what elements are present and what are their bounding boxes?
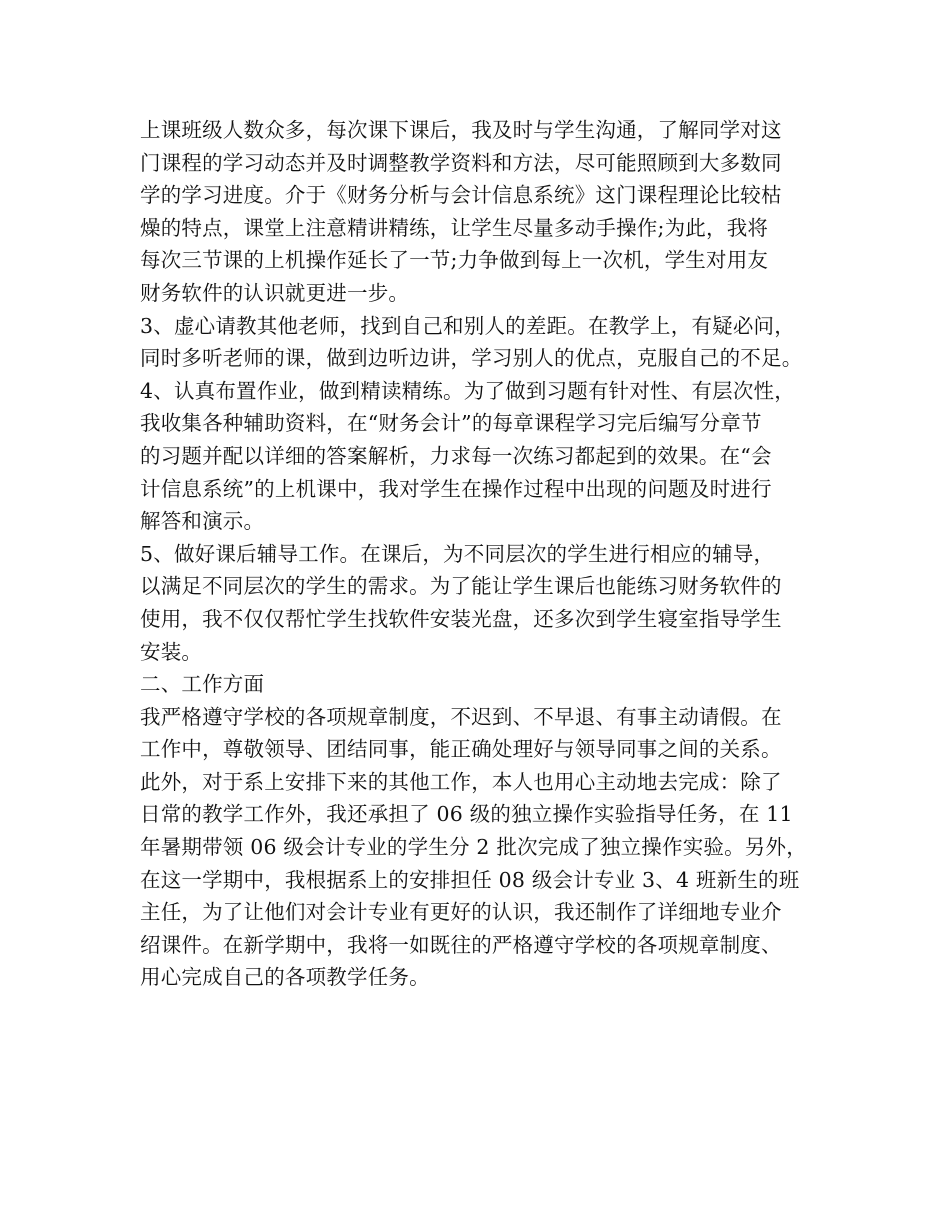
text-line: 使用，我不仅仅帮忙学生找软件安装光盘，还多次到学生寝室指导学生 <box>140 606 782 631</box>
text-line: 计信息系统”的上机课中，我对学生在操作过程中出现的问题及时进行 <box>140 476 772 501</box>
text-line: 用心完成自己的各项教学任务。 <box>140 965 430 990</box>
text-line: 学的学习进度。介于《财务分析与会计信息系统》这门课程理论比较枯 <box>140 183 782 208</box>
text-line: 主任，为了让他们对会计专业有更好的认识，我还制作了详细地专业介 <box>140 900 782 925</box>
text-line: 我收集各种辅助资料，在“财务会计”的每章课程学习完后编写分章节 <box>140 411 762 436</box>
text-line: 以满足不同层次的学生的需求。为了能让学生课后也能练习财务软件的 <box>140 574 782 599</box>
text-line: 我严格遵守学校的各项规章制度，不迟到、不早退、有事主动请假。在 <box>140 704 782 729</box>
text-line: 解答和演示。 <box>140 509 265 534</box>
section-heading: 二、工作方面 <box>140 672 265 697</box>
text-line: 财务软件的认识就更进一步。 <box>140 280 410 305</box>
text-line: 绍课件。在新学期中，我将一如既往的严格遵守学校的各项规章制度、 <box>140 932 782 957</box>
text-line: 的习题并配以详细的答案解析，力求每一次练习都起到的效果。在“会 <box>140 443 772 468</box>
text-line: 同时多听老师的课，做到边听边讲，学习别人的优点，克服自己的不足。 <box>140 346 803 371</box>
text-line: 日常的教学工作外，我还承担了 06 级的独立操作实验指导任务，在 11 <box>140 802 793 827</box>
text-line: 4、认真布置作业，做到精读精练。为了做到习题有针对性、有层次性， <box>140 378 795 403</box>
text-line: 燥的特点，课堂上注意精讲精练，让学生尽量多动手操作;为此，我将 <box>140 215 769 240</box>
text-line: 年暑期带领 06 级会计专业的学生分 2 批次完成了独立操作实验。另外， <box>140 835 807 860</box>
text-line: 3、虚心请教其他老师，找到自己和别人的差距。在教学上，有疑必问， <box>140 313 795 338</box>
text-line: 门课程的学习动态并及时调整教学资料和方法，尽可能照顾到大多数同 <box>140 150 782 175</box>
text-line: 上课班级人数众多，每次课下课后，我及时与学生沟通，了解同学对这 <box>140 118 782 142</box>
text-line: 每次三节课的上机操作延长了一节;力争做到每上一次机，学生对用友 <box>140 248 769 273</box>
text-line: 在这一学期中，我根据系上的安排担任 08 级会计专业 3、4 班新生的班 <box>140 867 800 892</box>
text-line: 安装。 <box>140 639 203 664</box>
document-body <box>140 114 820 994</box>
text-line: 此外，对于系上安排下来的其他工作，本人也用心主动地去完成：除了 <box>140 769 782 794</box>
text-line: 工作中，尊敬领导、团结同事，能正确处理好与领导同事之间的关系。 <box>140 737 782 762</box>
text-line: 5、做好课后辅导工作。在课后，为不同层次的学生进行相应的辅导， <box>140 541 775 566</box>
